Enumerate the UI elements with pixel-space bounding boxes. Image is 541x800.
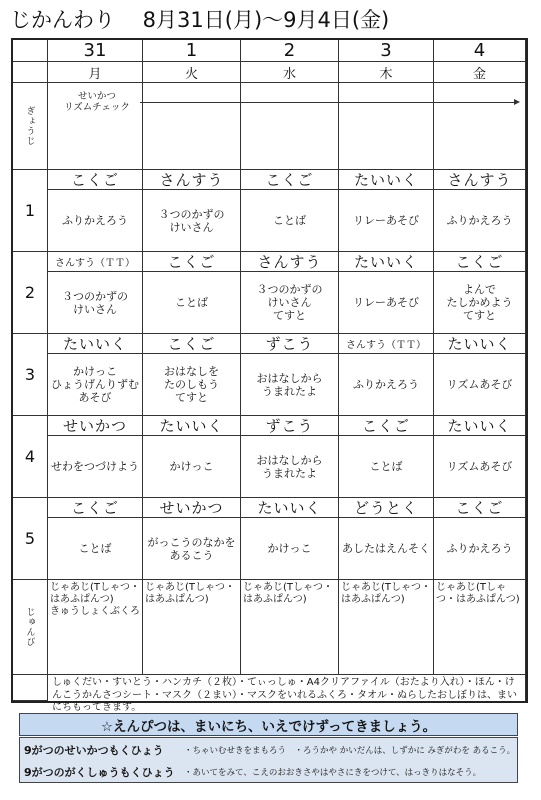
- activity-cell: よんで たしかめよう てすと: [434, 272, 526, 334]
- activity-cell: ３つのかずの けいさん てすと: [241, 272, 339, 334]
- subject-cell: ずこう: [241, 334, 339, 354]
- subject-cell: こくご: [434, 252, 526, 272]
- subject-cell: さんすう（ＴＴ）: [339, 334, 434, 354]
- activity-cell: リズムあそび: [434, 354, 526, 416]
- period-label: 2: [13, 252, 48, 334]
- corner-cell-2: [13, 62, 48, 83]
- gyouji-cell: [143, 83, 241, 170]
- period-label: 4: [13, 416, 48, 498]
- subject-cell: さんすう（ＴＴ）: [48, 252, 143, 272]
- day-number: 2: [241, 40, 339, 62]
- preparation-cell: じゃあじ(Tしゃつ・はあふぱんつ): [339, 580, 434, 675]
- preparation-cell: じゃあじ(Tしゃつ・はあふぱんつ) きゅうしょくぶくろ: [48, 580, 143, 675]
- gyouji-label: ぎょうじ: [13, 83, 48, 170]
- activity-cell: ふりかえろう: [48, 190, 143, 252]
- subject-cell: たいいく: [434, 416, 526, 436]
- period-label: 1: [13, 170, 48, 252]
- gyouji-cell: [434, 83, 526, 170]
- study-goal-row: [20, 761, 517, 783]
- subject-cell: こくご: [143, 334, 241, 354]
- activity-cell: かけっこ: [143, 436, 241, 498]
- subject-cell: たいいく: [241, 498, 339, 518]
- activity-cell: ３つのかずの けいさん: [48, 272, 143, 334]
- rhythm-check-label: せいかつ リズムチェック: [64, 91, 130, 113]
- activity-cell: リレーあそび: [339, 190, 434, 252]
- life-goal-text: ・ちゃいむせきをまもろう ・ろうかや かいだんは、しずかに みぎがわを あるこう。: [184, 746, 516, 756]
- activity-cell: ふりかえろう: [434, 518, 526, 580]
- corner-cell: [13, 40, 48, 62]
- activity-cell: おはなしから うまれたよ: [241, 354, 339, 416]
- subject-cell: こくご: [48, 170, 143, 190]
- life-goal-row: [20, 739, 517, 761]
- subject-cell: ずこう: [241, 416, 339, 436]
- activity-cell: ことば: [143, 272, 241, 334]
- monthly-goals: [19, 737, 518, 783]
- activity-cell: あしたはえんそく: [339, 518, 434, 580]
- activity-cell: かけっこ ひょうげんりずむ あそび: [48, 354, 143, 416]
- preparation-cell: じゃあじ(Tしゃつ・はあふぱんつ): [143, 580, 241, 675]
- daily-items-note: しゅくだい・すいとう・ハンカチ（２枚）・てぃっしゅ・A4クリアファイル（おたより入れ）・ほん・けんこうかんさつシート・マスク（２まい）・マスクをいれるふくろ・タオル・ぬらしたおしぼりは、まいにちもってきます。: [48, 675, 526, 701]
- study-goal-text: ・あいてをみて、こえのおおきさやはやさにきをつけて、はっきりはなそう。: [184, 768, 482, 778]
- subject-cell: こくご: [339, 416, 434, 436]
- activity-cell: ふりかえろう: [434, 190, 526, 252]
- day-weekday: 水: [241, 62, 339, 83]
- subject-cell: どうとく: [339, 498, 434, 518]
- subject-cell: こくご: [48, 498, 143, 518]
- activity-cell: ことば: [339, 436, 434, 498]
- arrow-right-icon: [140, 102, 518, 103]
- activity-cell: がっこうのなかを あるこう: [143, 518, 241, 580]
- gyouji-cell: [241, 83, 339, 170]
- subject-cell: こくご: [434, 498, 526, 518]
- page-title: じかんわり 8月31日(月)～9月4日(金): [10, 8, 390, 32]
- preparation-cell: じゃあじ(Tしゃつ・はあふぱんつ): [241, 580, 339, 675]
- activity-cell: リレーあそび: [339, 272, 434, 334]
- day-weekday: 月: [48, 62, 143, 83]
- activity-cell: かけっこ: [241, 518, 339, 580]
- subject-cell: こくご: [241, 170, 339, 190]
- subject-cell: さんすう: [434, 170, 526, 190]
- subject-cell: たいいく: [339, 252, 434, 272]
- period-label: 5: [13, 498, 48, 580]
- timetable: [11, 38, 528, 713]
- gyouji-cell: [339, 83, 434, 170]
- day-number: 1: [143, 40, 241, 62]
- activity-cell: ふりかえろう: [339, 354, 434, 416]
- notes-spacer: [13, 675, 48, 701]
- junbi-label: じゅんび: [13, 580, 48, 675]
- activity-cell: おはなしを たのしもう てすと: [143, 354, 241, 416]
- day-weekday: 火: [143, 62, 241, 83]
- subject-cell: こくご: [143, 252, 241, 272]
- study-goal-label: 9がつのがくしゅうもくひょう: [24, 766, 175, 779]
- activity-cell: おはなしから うまれたよ: [241, 436, 339, 498]
- subject-cell: さんすう: [143, 170, 241, 190]
- subject-cell: たいいく: [434, 334, 526, 354]
- subject-cell: せいかつ: [143, 498, 241, 518]
- subject-cell: せいかつ: [48, 416, 143, 436]
- day-number: 31: [48, 40, 143, 62]
- subject-cell: さんすう: [241, 252, 339, 272]
- day-weekday: 金: [434, 62, 526, 83]
- preparation-cell: じゃあじ(Tしゃつ・はあふぱんつ): [434, 580, 526, 675]
- subject-cell: たいいく: [339, 170, 434, 190]
- life-goal-label: 9がつのせいかつもくひょう: [24, 744, 164, 757]
- subject-cell: たいいく: [143, 416, 241, 436]
- activity-cell: ３つのかずの けいさん: [143, 190, 241, 252]
- reminder-banner: ☆えんぴつは、まいにち、いえでけずってきましょう。: [19, 713, 518, 736]
- activity-cell: ことば: [48, 518, 143, 580]
- activity-cell: せわをつづけよう: [48, 436, 143, 498]
- activity-cell: ことば: [241, 190, 339, 252]
- day-number: 3: [339, 40, 434, 62]
- activity-cell: リズムあそび: [434, 436, 526, 498]
- period-label: 3: [13, 334, 48, 416]
- day-number: 4: [434, 40, 526, 62]
- subject-cell: たいいく: [48, 334, 143, 354]
- day-weekday: 木: [339, 62, 434, 83]
